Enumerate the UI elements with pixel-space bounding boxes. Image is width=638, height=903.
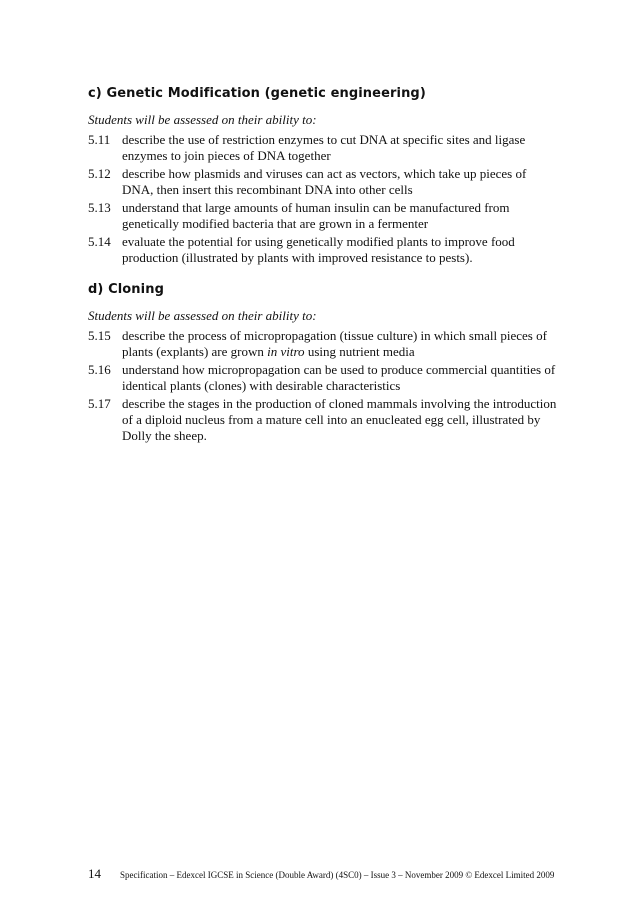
item-text-italic: in vitro — [267, 344, 305, 359]
section-intro: Students will be assessed on their ability to: — [88, 308, 317, 323]
item-number: 5.14 — [88, 234, 111, 249]
item-text-part: describe the process of micropropagation (tissue culture) in which small pieces of plants (explants) are grown — [122, 328, 547, 359]
item-text: understand that large amounts of human insulin can be manufactured from genetically modified bacteria that are grown in a fermenter — [122, 200, 510, 231]
item-text: describe the stages in the production of cloned mammals involving the introduction of a diploid nucleus from a mature cell into an enucleated egg cell, illustrated by Dolly the sheep. — [122, 396, 557, 443]
item-number: 5.12 — [88, 166, 111, 181]
section-intro: Students will be assessed on their ability to: — [88, 112, 317, 127]
item-number: 5.11 — [88, 132, 111, 147]
footer-text: Specification – Edexcel IGCSE in Science (Double Award) (4SC0) – Issue 3 – November 2009 © Edexcel Limited 2009 — [120, 870, 555, 880]
item-number: 5.15 — [88, 328, 111, 343]
item-text: understand how micropropagation can be used to produce commercial quantities of identical plants (clones) with desirable characteristics — [122, 362, 556, 393]
section-heading-genetic-modification: c) Genetic Modification (genetic engineering) — [88, 86, 426, 101]
item-number: 5.17 — [88, 396, 111, 411]
list-item — [88, 362, 558, 394]
section-heading-cloning: d) Cloning — [88, 282, 164, 297]
item-text: describe the use of restriction enzymes to cut DNA at specific sites and ligase enzymes to join pieces of DNA together — [122, 132, 526, 163]
list-item — [88, 234, 558, 266]
list-item — [88, 200, 558, 232]
item-text: evaluate the potential for using genetically modified plants to improve food production (illustrated by plants with improved resistance to pests). — [122, 234, 515, 265]
page-number: 14 — [88, 866, 101, 881]
page-footer — [88, 866, 558, 882]
list-item — [88, 132, 558, 164]
list-item — [88, 166, 558, 198]
list-item — [88, 396, 558, 444]
item-text: describe how plasmids and viruses can act as vectors, which take up pieces of DNA, then insert this recombinant DNA into other cells — [122, 166, 527, 197]
item-text — [122, 328, 558, 360]
item-text-part: using nutrient media — [304, 344, 415, 359]
list-item — [88, 328, 558, 360]
item-number: 5.16 — [88, 362, 111, 377]
item-number: 5.13 — [88, 200, 111, 215]
